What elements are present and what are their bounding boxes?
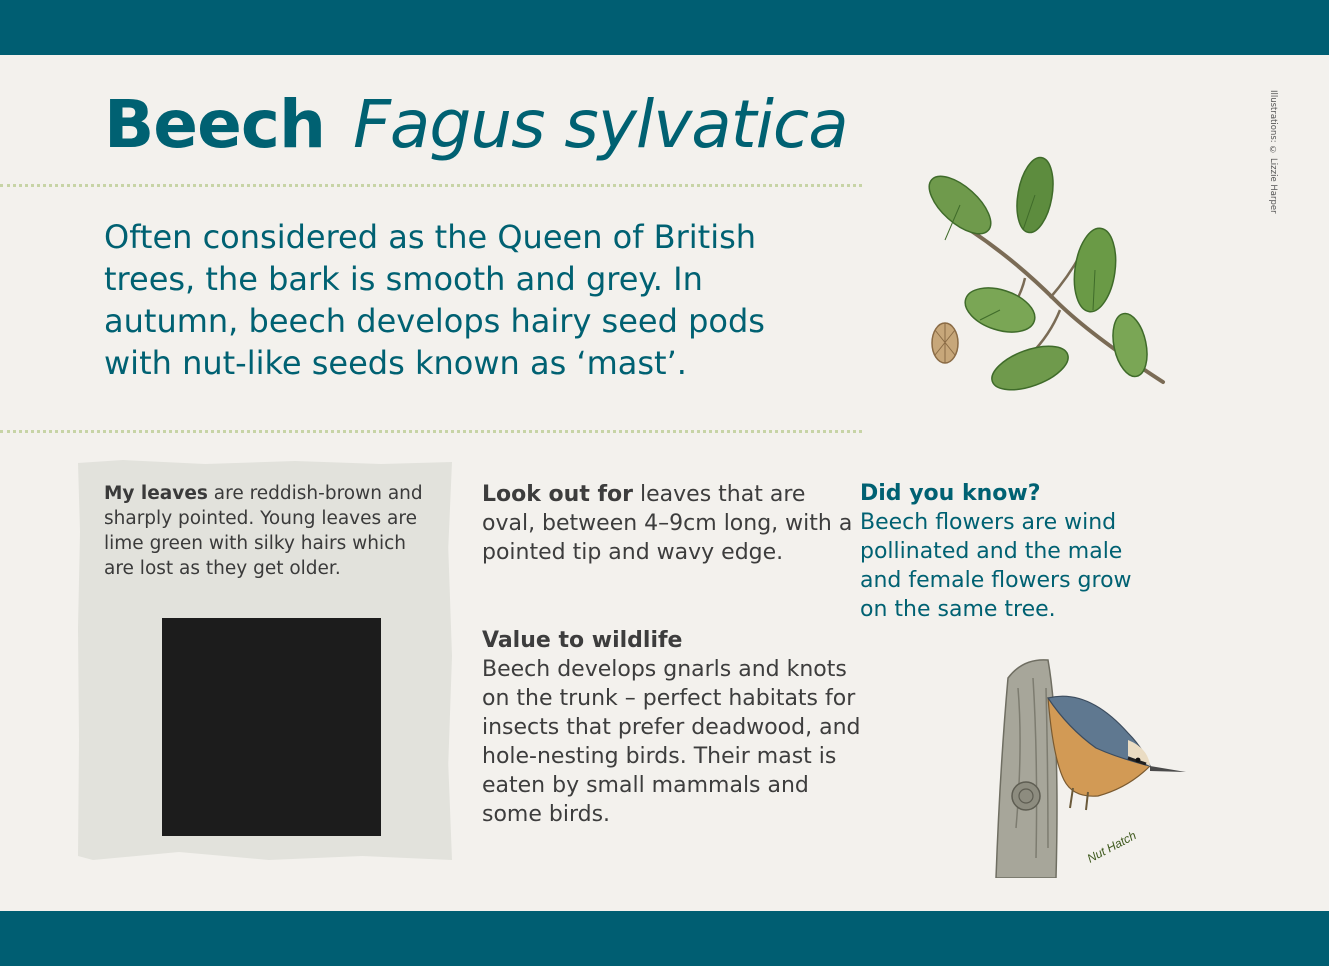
dotted-divider bbox=[0, 430, 862, 433]
leaf-description-lead: My leaves bbox=[104, 483, 208, 504]
intro-text: Often considered as the Queen of British trees, the bark is smooth and grey. In autumn, beech develops hairy seed pods with nut-like seeds known as ‘mast’. bbox=[104, 218, 765, 382]
leaf-description bbox=[104, 481, 434, 581]
leaf-rubbing-area bbox=[162, 618, 381, 836]
latin-name: Fagus sylvatica bbox=[352, 86, 848, 163]
look-out-for-body: leaves that are oval, between 4–9cm long, with a pointed tip and wavy edge. bbox=[482, 482, 853, 565]
bottom-band bbox=[0, 911, 1329, 966]
common-name: Beech bbox=[104, 86, 325, 163]
wildlife-text: Beech develops gnarls and knots on the trunk – perfect habitats for insects that prefer deadwood, and hole-nesting birds. Their mast is eaten by small mammals and some birds. bbox=[482, 657, 861, 827]
leaf-description-text: are reddish-brown and sharply pointed. Young leaves are lime green with silky hairs which are lost as they get older. bbox=[104, 483, 423, 579]
did-you-know-heading: Did you know? bbox=[860, 481, 1041, 506]
wildlife-heading: Value to wildlife bbox=[482, 628, 683, 653]
dotted-divider bbox=[0, 184, 862, 187]
wildlife-section bbox=[482, 626, 862, 829]
illustration-credit: Illustrations: © Lizzie Harper bbox=[1268, 90, 1278, 214]
look-out-for-lead: Look out for bbox=[482, 482, 634, 507]
did-you-know-section bbox=[860, 479, 1160, 624]
did-you-know-text: Beech flowers are wind pollinated and the male and female flowers grow on the same tree. bbox=[860, 510, 1132, 622]
nuthatch-illustration bbox=[978, 648, 1200, 878]
top-band bbox=[0, 0, 1329, 55]
page-title bbox=[104, 86, 848, 163]
bird-label: Nut Hatch bbox=[1084, 828, 1139, 866]
beech-twig-illustration bbox=[905, 150, 1175, 410]
look-out-for-text bbox=[482, 480, 862, 567]
